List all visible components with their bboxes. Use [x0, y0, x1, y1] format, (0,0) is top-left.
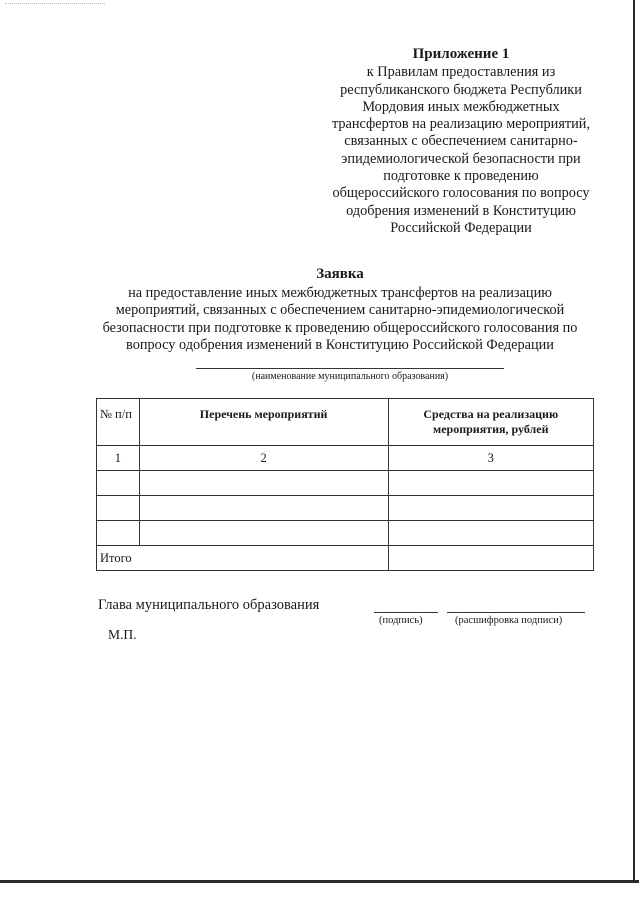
request-block — [60, 266, 620, 355]
column-number: 3 — [388, 446, 593, 471]
header-list: Перечень мероприятий — [139, 399, 388, 446]
table-header-row — [97, 399, 594, 446]
table-row — [97, 471, 594, 496]
header-funds-line2: мероприятия, рублей — [433, 422, 549, 436]
events-table — [96, 398, 594, 571]
appendix-title: Приложение 1 — [412, 46, 510, 62]
stamp-place-label: М.П. — [108, 627, 137, 642]
total-label: Итого — [97, 546, 389, 571]
header-funds-line1: Средства на реализацию — [423, 407, 559, 421]
appendix-line: к Правилам предоставления из — [366, 64, 556, 81]
appendix-line: связанных с обеспечением санитарно- — [344, 133, 578, 150]
request-line: вопросу одобрения изменений в Конституцию Российской Федерации — [126, 337, 554, 354]
signature-caption: (подпись) — [379, 615, 423, 626]
appendix-line: трансфертов на реализацию мероприятий, — [331, 116, 591, 133]
header-funds — [388, 399, 593, 446]
header-num: № п/п — [97, 399, 140, 446]
signature-title: Глава муниципального образования — [98, 597, 320, 613]
scan-noise — [5, 3, 105, 5]
table-cell[interactable] — [139, 521, 388, 546]
table-cell[interactable] — [388, 521, 593, 546]
request-title: Заявка — [316, 266, 364, 282]
appendix-block — [302, 46, 620, 237]
page-edge-bottom — [0, 880, 639, 883]
appendix-line: республиканского бюджета Республики — [340, 81, 582, 98]
appendix-line: подготовке к проведению — [383, 168, 539, 185]
municipality-caption: (наименование муниципального образования) — [251, 371, 449, 382]
appendix-line: Мордовия иных межбюджетных — [362, 98, 560, 115]
page-edge-right — [633, 0, 635, 880]
signature-decode-caption: (расшифровка подписи) — [455, 615, 563, 626]
signature-decode-line[interactable] — [447, 612, 585, 613]
column-number: 1 — [97, 446, 140, 471]
total-value-cell[interactable] — [388, 546, 593, 571]
table-cell[interactable] — [97, 471, 140, 496]
appendix-line: эпидемиологической безопасности при — [341, 150, 581, 167]
total-row — [97, 546, 594, 571]
appendix-line: одобрения изменений в Конституцию — [346, 202, 576, 219]
table-cell[interactable] — [388, 496, 593, 521]
municipality-name-line[interactable] — [196, 368, 504, 369]
table-row — [97, 496, 594, 521]
table-cell[interactable] — [97, 496, 140, 521]
request-line: на предоставление иных межбюджетных трансфертов на реализацию — [128, 284, 552, 301]
table-cell[interactable] — [139, 471, 388, 496]
column-number: 2 — [139, 446, 388, 471]
signature-line[interactable] — [374, 612, 438, 613]
table-cell[interactable] — [139, 496, 388, 521]
column-numbering-row — [97, 446, 594, 471]
appendix-line: общероссийского голосования по вопросу — [332, 185, 590, 202]
table-cell[interactable] — [97, 521, 140, 546]
table-cell[interactable] — [388, 471, 593, 496]
request-line: мероприятий, связанных с обеспечением санитарно-эпидемиологической — [115, 302, 565, 319]
appendix-line: Российской Федерации — [390, 219, 532, 236]
table-row — [97, 521, 594, 546]
request-line: безопасности при подготовке к проведению общероссийского голосования по — [102, 319, 578, 336]
